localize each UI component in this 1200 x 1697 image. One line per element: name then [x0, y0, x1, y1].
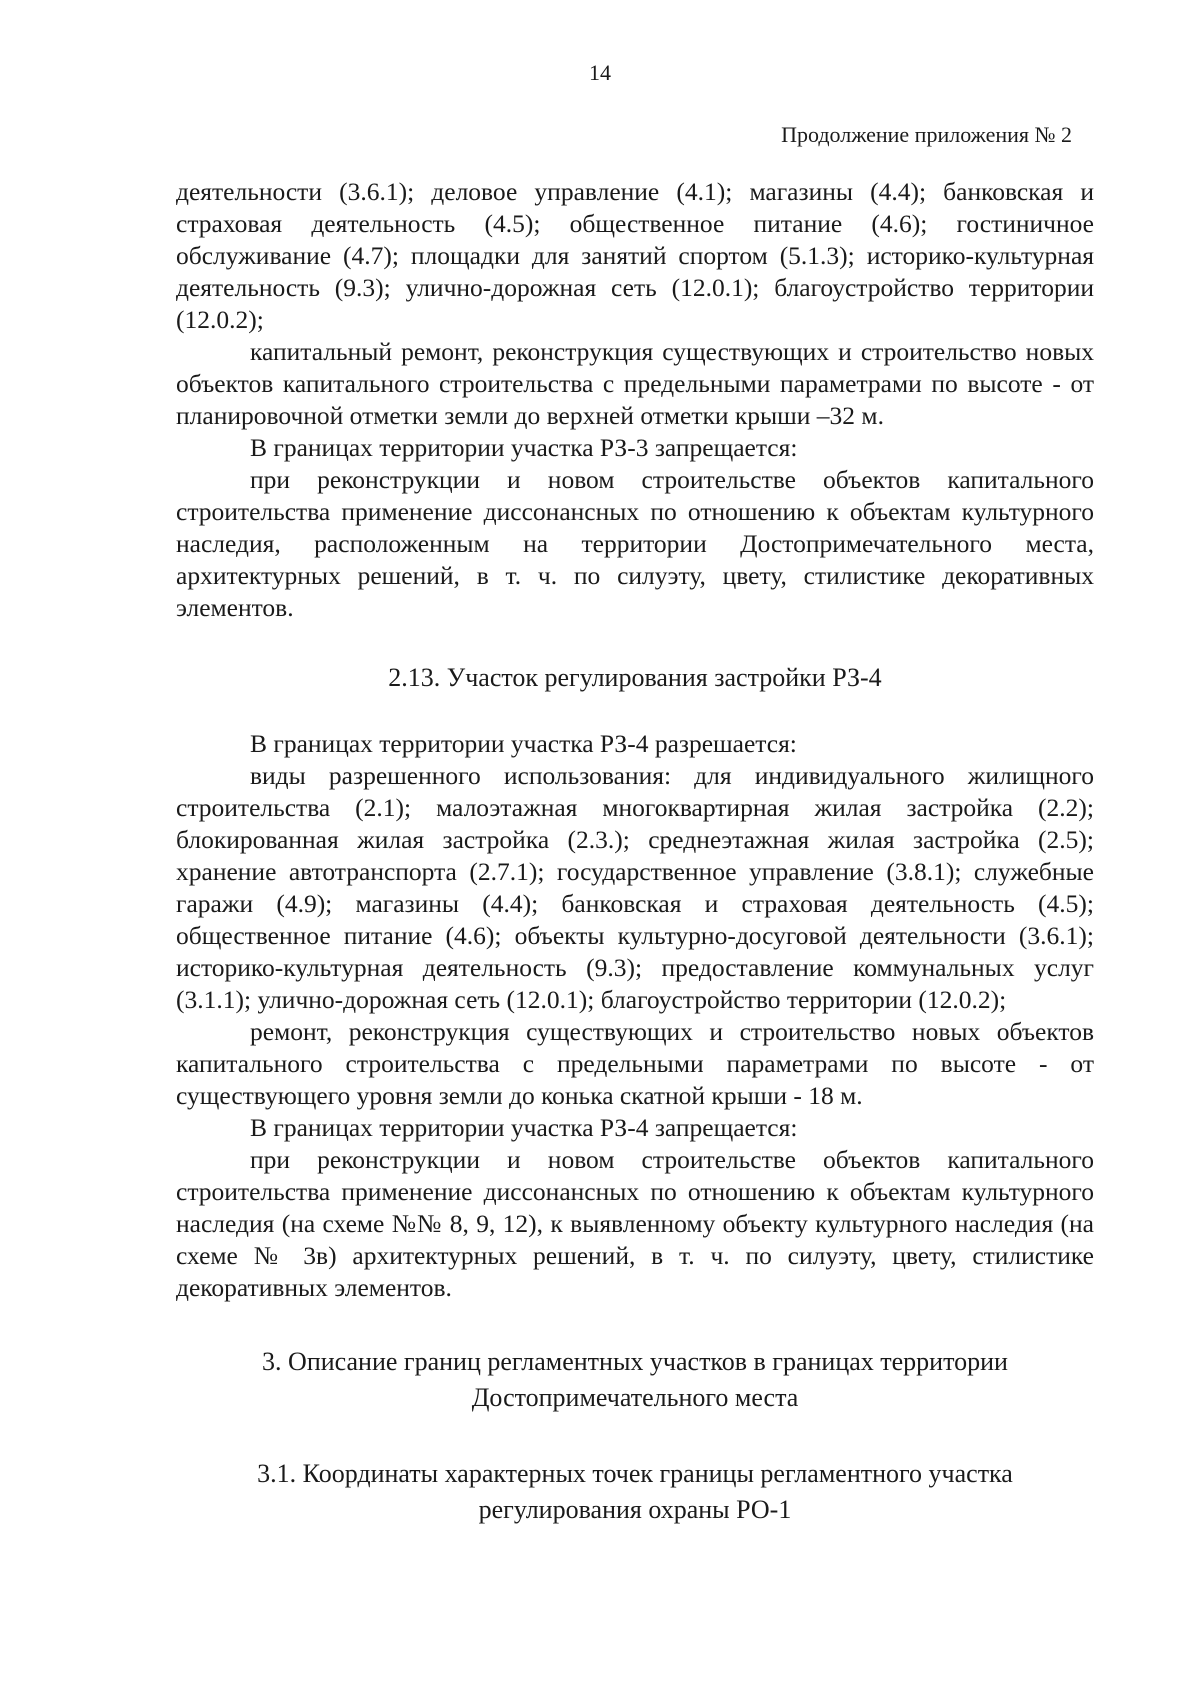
paragraph-height-limit-rz3: капитальный ремонт, реконструкция существующих и строительство новых объектов капитального строительства с предельными параметрами по высоте - от планировочной отметки земли до верхней отметки крыши –32 м.	[176, 337, 1094, 430]
paragraph-rz4-permitted-uses: виды разрешенного использования: для индивидуального жилищного строительства (2.1); малоэтажная многоквартирная жилая застройка (2.2); блокированная жилая застройка (2.3.); среднеэтажная жилая застройка (2.5); хранение автотранспорта (2.7.1); государственное управление (3.8.1); служебные гаражи (4.9); магазины (4.4); банковская и страховая деятельность (4.5); общественное питание (4.6); объекты культурно-досуговой деятельности (3.6.1); историко-культурная деятельность (9.3); предоставление коммунальных услуг (3.1.1); улично-дорожная сеть (12.0.1); благоустройство территории (12.0.2);	[176, 761, 1094, 1014]
section-heading-3	[176, 1344, 1094, 1416]
section-heading-3-line1: 3. Описание границ регламентных участков в границах территории	[262, 1347, 1008, 1376]
document-body	[176, 176, 1094, 1528]
paragraph-rz4-allowed-heading: В границах территории участка РЗ-4 разрешается:	[250, 729, 797, 758]
section-heading-3-1	[176, 1456, 1094, 1528]
paragraph-rz4-height-limit: ремонт, реконструкция существующих и строительство новых объектов капитального строительства с предельными параметрами по высоте - от существующего уровня земли до конька скатной крыши - 18 м.	[176, 1017, 1094, 1110]
appendix-continuation-note: Продолжение приложения № 2	[781, 122, 1072, 147]
paragraph-rz4-prohibited-heading: В границах территории участка РЗ-4 запрещается:	[250, 1113, 798, 1142]
paragraph-rz3-prohibited: при реконструкции и новом строительстве объектов капитального строительства применение диссонансных по отношению к объектам культурного наследия, расположенным на территории Достопримечательного места, архитектурных решений, в т. ч. по силуэту, цвету, стилистике декоративных элементов.	[176, 465, 1094, 622]
section-heading-3-line2: Достопримечательного места	[471, 1383, 799, 1412]
section-heading-3-1-line2: регулирования охраны РО-1	[478, 1495, 792, 1524]
section-heading-3-1-line1: 3.1. Координаты характерных точек границы регламентного участка	[257, 1459, 1013, 1488]
paragraph-rz4-prohibited: при реконструкции и новом строительстве объектов капитального строительства применение диссонансных по отношению к объектам культурного наследия (на схеме №№ 8, 9, 12), к выявленному объекту культурного наследия (на схеме № 3в) архитектурных решений, в т. ч. по силуэту, цвету, стилистике декоративных элементов.	[176, 1145, 1094, 1302]
paragraph-continuation: деятельности (3.6.1); деловое управление (4.1); магазины (4.4); банковская и страховая деятельность (4.5); общественное питание (4.6); гостиничное обслуживание (4.7); площадки для занятий спортом (5.1.3); историко-культурная деятельность (9.3); улично-дорожная сеть (12.0.1); благоустройство территории (12.0.2);	[176, 177, 1094, 334]
paragraph-rz3-prohibited-heading: В границах территории участка РЗ-3 запрещается:	[250, 433, 798, 462]
page-number: 14	[589, 60, 611, 85]
section-heading-2-13: 2.13. Участок регулирования застройки РЗ-4	[388, 663, 882, 692]
